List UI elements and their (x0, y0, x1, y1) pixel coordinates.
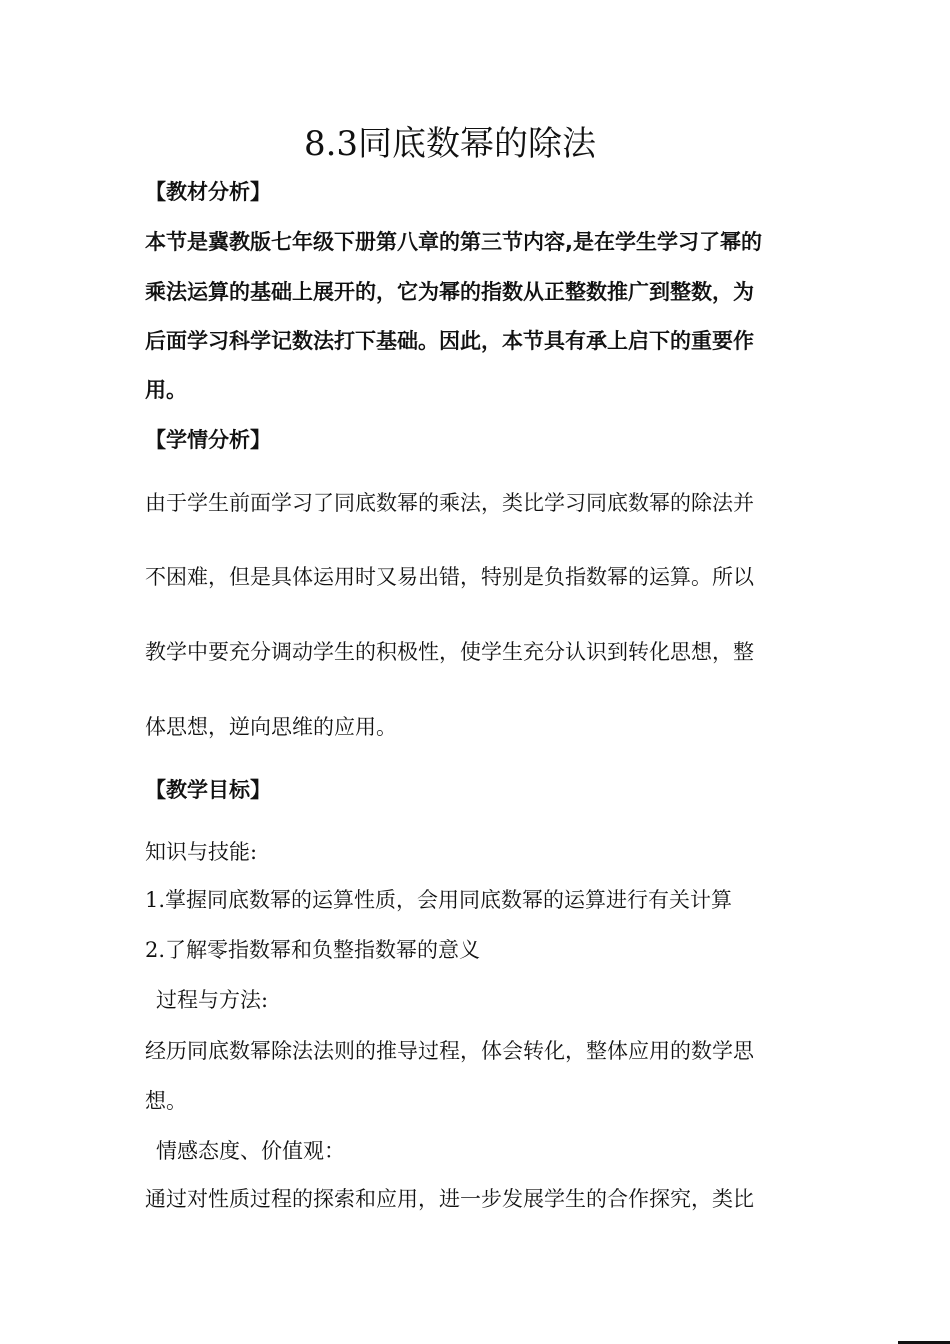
section-heading-student-analysis: 【学情分析】 (145, 428, 271, 452)
material-analysis-line: 后面学习科学记数法打下基础。因此，本节具有承上启下的重要作 (145, 329, 754, 353)
knowledge-skills-label: 知识与技能: (145, 840, 258, 864)
knowledge-item: 1.掌握同底数幂的运算性质，会用同底数幂的运算进行有关计算 (145, 888, 733, 912)
material-analysis-line: 乘法运算的基础上展开的，它为幂的指数从正整数推广到整数，为 (145, 280, 754, 304)
student-analysis-line: 体思想，逆向思维的应用。 (145, 715, 397, 739)
student-analysis-line: 由于学生前面学习了同底数幂的乘法，类比学习同底数幂的除法并 (145, 491, 754, 515)
attitude-values-label: 情感态度、价值观： (156, 1139, 345, 1163)
process-method-label: 过程与方法: (156, 988, 269, 1012)
section-heading-teaching-goals: 【教学目标】 (145, 778, 271, 802)
knowledge-item: 2.了解零指数幂和负整指数幂的意义 (145, 938, 481, 962)
material-analysis-line: 本节是冀教版七年级下册第八章的第三节内容,是在学生学习了幂的 (145, 230, 762, 254)
process-method-line: 经历同底数幂除法法则的推导过程，体会转化，整体应用的数学思 (145, 1039, 754, 1063)
attitude-values-line: 通过对性质过程的探索和应用，进一步发展学生的合作探究，类比 (145, 1187, 754, 1211)
process-method-line: 想。 (145, 1089, 187, 1113)
student-analysis-line: 不困难，但是具体运用时又易出错，特别是负指数幂的运算。所以 (145, 565, 754, 589)
page-title: 8.3同底数幂的除法 (303, 124, 597, 164)
section-heading-material-analysis: 【教材分析】 (145, 180, 271, 204)
material-analysis-line: 用。 (145, 378, 187, 402)
student-analysis-line: 教学中要充分调动学生的积极性，使学生充分认识到转化思想，整 (145, 640, 754, 664)
